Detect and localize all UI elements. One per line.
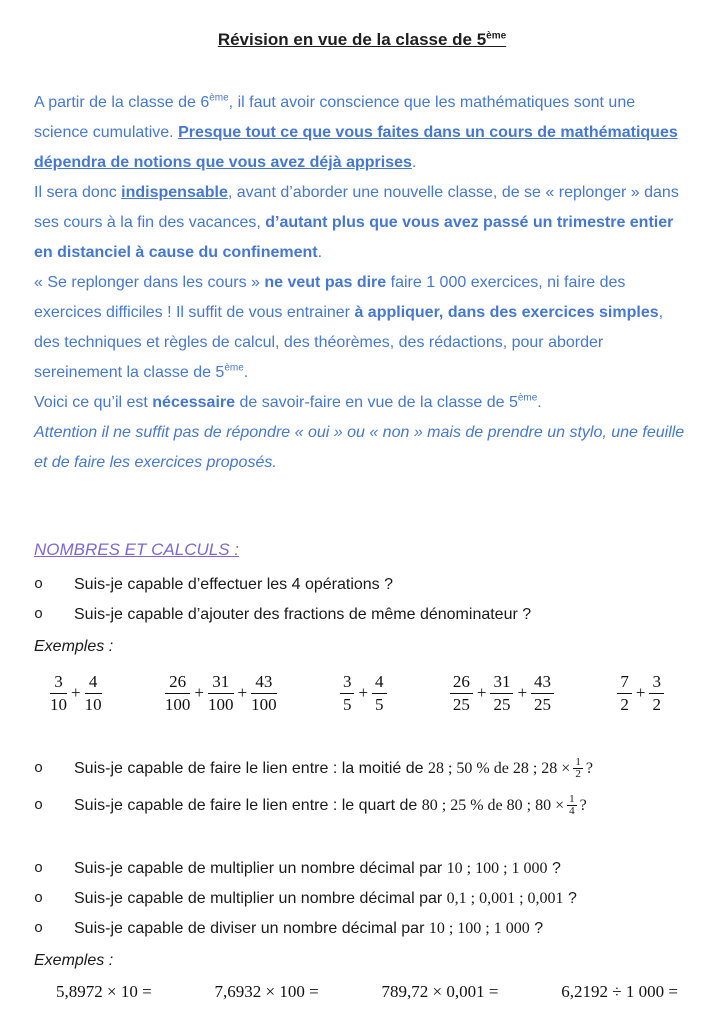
checklist-item	[34, 570, 690, 600]
paragraph-text: « Se replonger dans les cours »	[34, 274, 265, 291]
item-math: 10 ; 100 ; 1 000	[446, 860, 548, 878]
plus-sign: +	[237, 683, 248, 703]
fraction	[617, 672, 632, 714]
bold-underline-text: Presque tout ce que vous faites dans un cours de mathématiques dépendra de notions que vous avez déjà apprises	[34, 124, 678, 171]
paragraph-text: .	[411, 154, 417, 171]
fraction-expression	[340, 672, 387, 714]
numerator: 1	[575, 755, 581, 768]
numerator: 3	[649, 672, 664, 694]
checklist-item	[34, 750, 690, 787]
plus-sign: +	[358, 683, 369, 703]
paragraph-text: , il faut avoir conscience que les mathématiques sont une science cumulative.	[34, 94, 636, 141]
checklist-item	[34, 854, 690, 884]
fraction	[490, 672, 513, 714]
bullet-marker: o	[34, 606, 44, 623]
checklist-item	[34, 884, 690, 914]
denominator: 2	[620, 694, 629, 714]
checklist-item-text	[74, 787, 690, 824]
item-text: Suis-je capable de multiplier un nombre décimal par	[74, 860, 447, 878]
plus-sign: +	[517, 683, 528, 703]
fraction	[85, 672, 102, 714]
paragraph-text: faire 1 000 exercices, ni faire des exercices difficiles ! Il suffit de vous entrainer	[34, 274, 626, 321]
numerator: 43	[251, 672, 277, 694]
numerator: 1	[569, 792, 575, 805]
numerator: 4	[372, 672, 387, 694]
denominator: 10	[50, 694, 67, 714]
fraction	[165, 672, 191, 714]
item-text: Suis-je capable de diviser un nombre décimal par	[74, 920, 429, 938]
numerator: 26	[165, 672, 191, 694]
fraction	[450, 672, 473, 714]
denominator: 2	[652, 694, 661, 714]
bold-text: nécessaire	[152, 394, 236, 411]
checklist-item	[34, 787, 690, 824]
item-math: ?	[585, 760, 593, 778]
plus-sign: +	[635, 683, 646, 703]
checklist-group-1	[34, 570, 690, 630]
fraction	[208, 672, 234, 714]
inline-fraction	[573, 757, 583, 781]
paragraph-2	[34, 178, 690, 268]
title-text: Révision en vue de la classe de 5	[217, 30, 487, 49]
numerator: 31	[208, 672, 234, 694]
denominator: 25	[534, 694, 552, 714]
fraction	[372, 672, 387, 714]
checklist-item-text: Suis-je capable d’ajouter des fractions de même dénominateur ?	[74, 606, 532, 623]
examples-label: Exemples :	[34, 638, 114, 655]
paragraph-text: .	[317, 244, 323, 261]
bullet-marker: o	[34, 760, 44, 778]
bullet-marker: o	[34, 920, 44, 938]
inline-fraction	[567, 794, 577, 818]
bold-underline-text: indispensable	[121, 184, 228, 201]
denominator: 5	[375, 694, 384, 714]
paragraph-4	[34, 388, 690, 418]
denominator: 4	[569, 805, 575, 818]
plus-sign: +	[194, 683, 205, 703]
bullet-marker: o	[34, 576, 44, 593]
paragraph-1	[34, 88, 690, 178]
bullet-marker: o	[34, 860, 44, 878]
paragraph-text: .	[243, 364, 249, 381]
fraction-examples-row	[34, 662, 690, 714]
paragraph-text: Voici ce qu’il est	[34, 394, 153, 411]
numerator: 43	[531, 672, 554, 694]
bullet-marker: o	[34, 890, 44, 908]
superscript: ème	[224, 362, 244, 374]
paragraph-text: , avant d’aborder une nouvelle classe, de se « replonger » dans ses cours à la fin des vacances,	[34, 184, 679, 231]
checklist-item-text	[74, 914, 690, 944]
plus-sign: +	[71, 683, 81, 703]
checklist-item-text	[74, 884, 690, 914]
superscript: ème	[517, 392, 538, 404]
paragraph-3	[34, 268, 690, 388]
item-text: Suis-je capable de multiplier un nombre décimal par	[74, 890, 447, 908]
denominator: 100	[251, 694, 277, 714]
intro-paragraphs	[34, 88, 690, 478]
calculation: 5,8972 × 10 =	[56, 982, 152, 1002]
paragraph-5-italic: Attention il ne suffit pas de répondre « oui » ou « non » mais de prendre un stylo, une feuille et de faire les exercices proposés.	[34, 424, 685, 471]
superscript: ème	[209, 92, 229, 104]
title-superscript: ème	[486, 30, 507, 42]
checklist-group-3	[34, 854, 690, 944]
item-text: ?	[547, 860, 561, 878]
bold-text: d’autant plus que vous avez passé un trimestre entier en distanciel à cause du confinement	[34, 214, 674, 261]
examples-label: Exemples :	[34, 952, 114, 970]
fraction	[649, 672, 664, 714]
fraction-expression	[450, 672, 554, 714]
denominator: 5	[342, 694, 352, 714]
fraction-expression	[165, 672, 277, 714]
calculation: 7,6932 × 100 =	[214, 982, 319, 1002]
denominator: 100	[164, 694, 191, 714]
calculation-examples-row	[34, 976, 690, 1002]
paragraph-text: , des techniques et règles de calcul, des théorèmes, des rédactions, pour aborder sereinement la classe de 5	[34, 304, 664, 381]
item-math: 0,1 ; 0,001 ; 0,001	[446, 890, 564, 908]
item-math: ?	[579, 797, 587, 815]
paragraph-text: .	[537, 394, 542, 411]
checklist-item	[34, 914, 690, 944]
fraction	[340, 672, 355, 714]
numerator: 3	[340, 672, 355, 694]
fraction	[531, 672, 554, 714]
numerator: 3	[50, 672, 67, 694]
item-text: Suis-je capable de faire le lien entre : la moitié de	[74, 760, 428, 778]
denominator: 25	[493, 694, 511, 714]
paragraph-text: A partir de la classe de 6	[34, 94, 210, 111]
checklist-group-2	[34, 750, 690, 824]
numerator: 7	[617, 672, 632, 694]
denominator: 25	[452, 694, 470, 714]
checklist-item-text	[74, 750, 690, 787]
document-title	[34, 30, 690, 50]
denominator: 2	[575, 768, 581, 781]
checklist-item-text	[74, 854, 690, 884]
item-math: 10 ; 100 ; 1 000	[428, 920, 530, 938]
bold-text: à appliquer, dans des exercices simples	[354, 304, 659, 321]
bold-text: ne veut pas dire	[264, 274, 387, 291]
checklist-item	[34, 600, 690, 630]
checklist-item-text: Suis-je capable d’effectuer les 4 opérations ?	[74, 576, 394, 593]
numerator: 31	[490, 672, 513, 694]
item-text: ?	[563, 890, 577, 908]
numerator: 26	[450, 672, 473, 694]
fraction	[251, 672, 277, 714]
bullet-marker: o	[34, 797, 44, 815]
calculation: 789,72 × 0,001 =	[381, 982, 499, 1002]
item-text: ?	[529, 920, 544, 938]
paragraph-text: Il sera donc	[34, 184, 122, 201]
fraction	[50, 672, 67, 714]
numerator: 4	[85, 672, 102, 694]
fraction-expression	[617, 672, 664, 714]
section-heading-nombres-et-calculs: NOMBRES ET CALCULS :	[34, 540, 239, 559]
item-math: 28 ; 50 % de 28 ; 28 ×	[427, 760, 571, 778]
plus-sign: +	[476, 683, 487, 703]
calculation: 6,2192 ÷ 1 000 =	[561, 982, 678, 1002]
item-text: Suis-je capable de faire le lien entre : le quart de	[74, 797, 422, 815]
denominator: 100	[208, 694, 234, 714]
denominator: 10	[84, 694, 102, 714]
fraction-expression	[50, 672, 102, 714]
paragraph-text: de savoir-faire en vue de la classe de 5	[235, 394, 518, 411]
item-math: 80 ; 25 % de 80 ; 80 ×	[421, 797, 565, 815]
